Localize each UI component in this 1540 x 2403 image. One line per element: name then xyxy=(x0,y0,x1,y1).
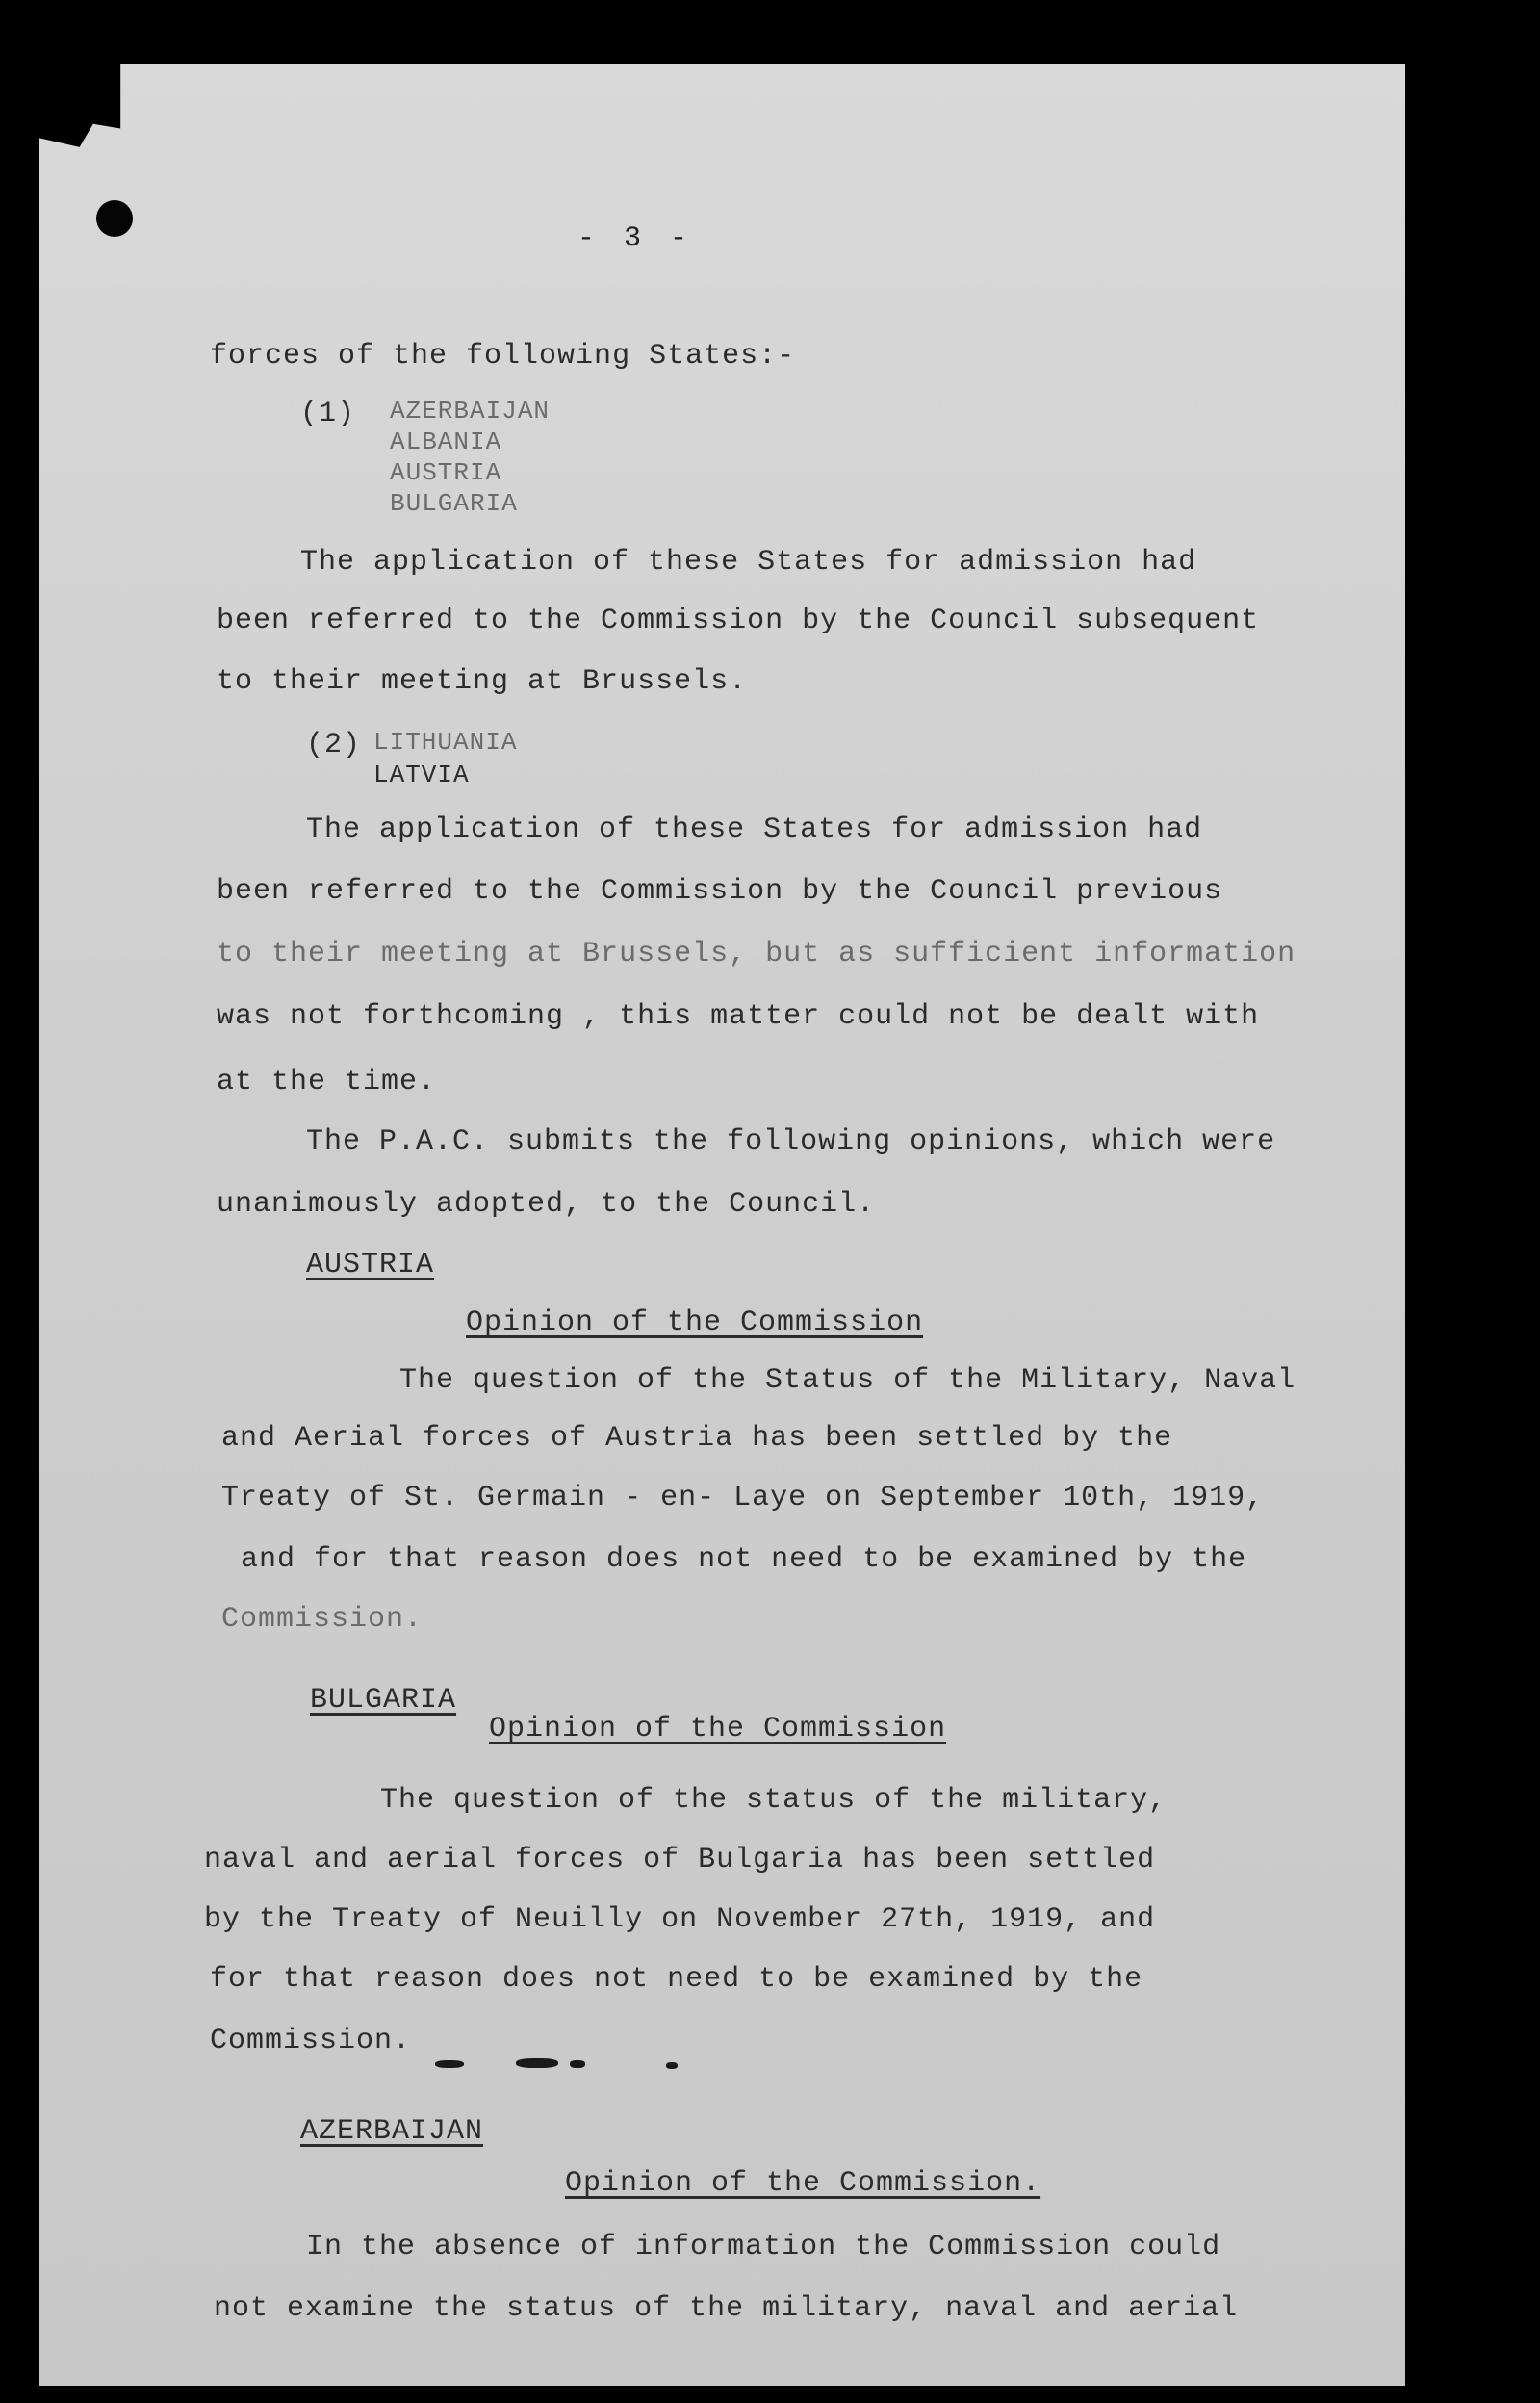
opinion-heading-azerbaijan: Opinion of the Commission. xyxy=(565,2167,1041,2200)
ink-blot xyxy=(570,2060,585,2068)
group1-state: BULGARIA xyxy=(390,489,518,518)
ink-blot xyxy=(435,2060,464,2068)
group1-state: AZERBAIJAN xyxy=(390,397,551,426)
para2-line: The application of these States for admission had xyxy=(306,814,1203,846)
austria-line: Commission. xyxy=(221,1603,424,1636)
austria-line: and Aerial forces of Austria has been settled by the xyxy=(221,1422,1173,1455)
section-heading-bulgaria: BULGARIA xyxy=(310,1684,457,1717)
para2-line: was not forthcoming , this matter could not be dealt with xyxy=(217,1000,1260,1033)
section-heading-austria: AUSTRIA xyxy=(306,1249,435,1281)
para3-line: The P.A.C. submits the following opinions, which were xyxy=(306,1125,1276,1158)
bulgaria-line: The question of the status of the military, xyxy=(380,1784,1168,1817)
austria-line: and for that reason does not need to be examined by the xyxy=(241,1543,1247,1576)
bulgaria-line: Commission. xyxy=(210,2025,412,2057)
para1-line: The application of these States for admission had xyxy=(300,546,1197,579)
ink-blot xyxy=(666,2062,678,2069)
austria-line: Treaty of St. Germain - en- Laye on September 10th, 1919, xyxy=(221,1482,1265,1514)
azerbaijan-line: not examine the status of the military, naval and aerial xyxy=(214,2292,1239,2325)
bulgaria-line: naval and aerial forces of Bulgaria has been settled xyxy=(204,1844,1156,1876)
group2-state: LATVIA xyxy=(373,761,470,789)
para1-line: to their meeting at Brussels. xyxy=(217,665,748,698)
para2-line: been referred to the Commission by the Council previous xyxy=(217,875,1223,908)
bulgaria-line: for that reason does not need to be examined by the xyxy=(210,1963,1143,1996)
section-heading-azerbaijan: AZERBAIJAN xyxy=(300,2115,484,2148)
group1-marker: (1) xyxy=(300,398,356,430)
bulgaria-line: by the Treaty of Neuilly on November 27th, 1919, and xyxy=(204,1903,1156,1936)
para3-line: unanimously adopted, to the Council. xyxy=(217,1188,876,1221)
para1-line: been referred to the Commission by the Council subsequent xyxy=(217,605,1260,637)
para2-line: at the time. xyxy=(217,1066,437,1098)
azerbaijan-line: In the absence of information the Commission could xyxy=(306,2231,1221,2263)
group2-marker: (2) xyxy=(306,729,362,762)
page-number: - 3 - xyxy=(578,222,694,255)
punch-hole xyxy=(96,200,133,237)
ink-blot xyxy=(516,2058,558,2068)
austria-line: The question of the Status of the Military, Naval xyxy=(399,1364,1296,1397)
group2-state: LITHUANIA xyxy=(373,728,518,757)
group1-state: AUSTRIA xyxy=(390,458,502,487)
opinion-heading-bulgaria: Opinion of the Commission xyxy=(489,1713,947,1745)
opinion-heading-austria: Opinion of the Commission xyxy=(466,1306,924,1339)
intro-line: forces of the following States:- xyxy=(210,340,796,373)
para2-line: to their meeting at Brussels, but as sufficient information xyxy=(217,938,1296,970)
group1-state: ALBANIA xyxy=(390,427,502,456)
